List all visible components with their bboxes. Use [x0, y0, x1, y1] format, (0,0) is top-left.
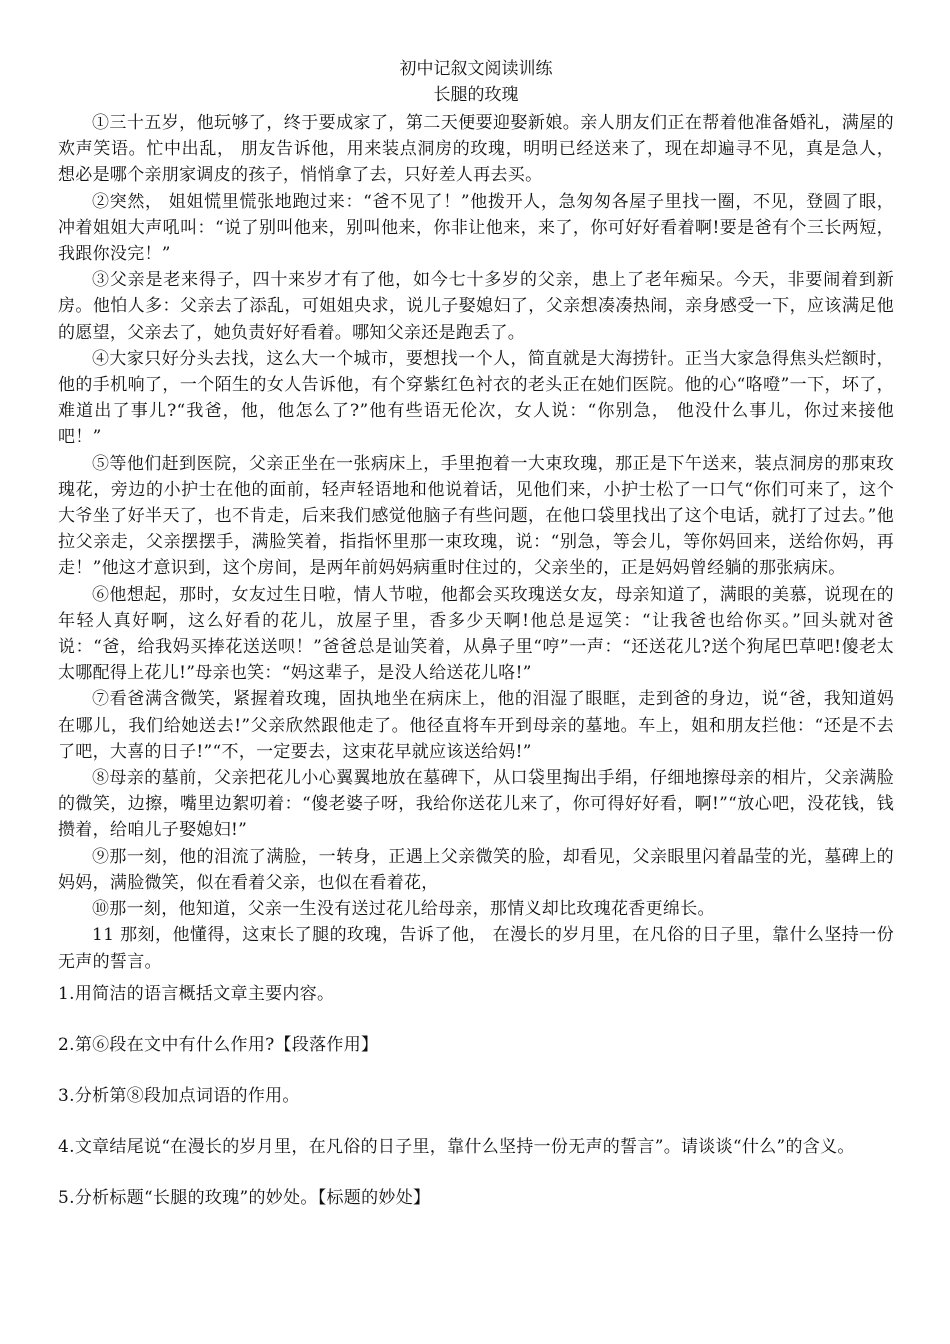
question-1: 1.用简洁的语言概括文章主要内容。 [58, 983, 335, 1004]
paragraph-6: ⑥他想起，那时，女友过生日啦，情人节啦，他都会买玫瑰送女友，母亲知道了，满眼的美慕，说现在的年轻人真好啊，这么好看的花儿，放屋子里，香多少天啊!他总是逗笑：“让我爸也给你买。”回头就对爸说：“爸，给我妈买捧花送送呗！”爸爸总是讪笑着，从鼻子里“哼”一声：“还送花儿?送个狗尾巴草吧!傻老太太哪配得上花儿!”母亲也笑：“妈这辈子，是没人给送花儿咯!” [58, 584, 894, 684]
question-list [58, 981, 894, 1211]
article-title: 长腿的玫瑰 [433, 85, 519, 105]
paragraph-5: ⑤等他们赶到医院，父亲正坐在一张病床上，手里抱着一大束玫瑰，那正是下午送来，装点洞房的那束玫瑰花，旁边的小护士在他的面前，轻声轻语地和他说着话，见他们来，小护士松了一口气“你们可来了，这个大爷坐了好半天了，也不肯走，后来我们感觉他脑子有些问题，在他口袋里找出了这个电话，就打了过去。”他拉父亲走，父亲摆摆手，满脸笑着，指指怀里那一束玫瑰，说：“别急，等会儿，等你妈回来，送给你妈，再走！”他这才意识到，这个房间，是两年前妈妈病重时住过的，父亲坐的，正是妈妈曾经躺的那张病床。 [58, 453, 894, 579]
question-5: 5.分析标题“长腿的玫瑰”的妙处。【标题的妙处】 [58, 1187, 431, 1208]
paragraph-4: ④大家只好分头去找，这么大一个城市，要想找一个人，简直就是大海捞针。正当大家急得焦头烂额时，他的手机响了，一个陌生的女人告诉他，有个穿紫红色衬衣的老头正在她们医院。他的心“咯噔”一下，坏了，难道出了事儿?“我爸，他，他怎么了?”他有些语无伦次，女人说：“你别急， 他没什么事儿，你过来接他吧！” [58, 348, 894, 448]
paragraph-1: ①三十五岁，他玩够了，终于要成家了，第二天便要迎娶新娘。亲人朋友们正在帮着他准备婚礼，满屋的欢声笑语。忙中出乱， 朋友告诉他，用来装点洞房的玫瑰，明明已经送来了，现在却遍寻不见，真是急人，想必是哪个亲朋家调皮的孩子，悄悄拿了去，只好差人再去买。 [58, 113, 894, 186]
question-2: 2.第⑥段在文中有什么作用?【段落作用】 [58, 1034, 379, 1055]
paragraph-10: ⑩那一刻，他知道，父亲一生没有送过花儿给母亲，那情义却比玫瑰花香更绵长。 [92, 899, 715, 920]
question-3: 3.分析第⑧段加点词语的作用。 [58, 1085, 300, 1106]
paragraph-8: ⑧母亲的墓前，父亲把花儿小心翼翼地放在墓碑下，从口袋里掏出手绢，仔细地擦母亲的相片，父亲满脸的微笑，边擦，嘴里边絮叨着：“傻老婆子呀，我给你送花儿来了，你可得好好看，啊!”“放心吧，没花钱，钱攒着，给咱儿子娶媳妇!” [58, 768, 894, 841]
paragraph-7: ⑦看爸满含微笑，紧握着玫瑰，固执地坐在病床上，他的泪湿了眼眶，走到爸的身边，说“爸，我知道妈在哪儿，我们给她送去!”父亲欣然跟他走了。他径直将车开到母亲的墓地。车上，姐和朋友拦他：“还是不去了吧，大喜的日子!”“不，一定要去，这束花早就应该送给妈!” [58, 689, 894, 762]
paragraph-9: ⑨那一刻，他的泪流了满脸，一转身，正遇上父亲微笑的脸，却看见，父亲眼里闪着晶莹的光，墓碑上的妈妈，满脸微笑，似在看着父亲，也似在看着花， [58, 846, 894, 893]
document-heading: 初中记叙文阅读训练 [399, 59, 553, 79]
paragraph-3: ③父亲是老来得子，四十来岁才有了他，如今七十多岁的父亲，患上了老年痴呆。今天，非要闹着到新房。他怕人多：父亲去了添乱，可姐姐央求，说儿子娶媳妇了，父亲想凑凑热闹，亲身感受一下，应该满足他的愿望，父亲去了，她负责好好看着。哪知父亲还是跑丢了。 [58, 270, 894, 343]
article-body [58, 110, 894, 975]
question-4: 4.文章结尾说“在漫长的岁月里，在凡俗的日子里，靠什么坚持一份无声的誓言”。请谈谈“什么”的含义。 [58, 1136, 855, 1157]
paragraph-2: ②突然， 姐姐慌里慌张地跑过来：“爸不见了！”他拨开人，急匆匆各屋子里找一圈，不见，登圆了眼，冲着姐姐大声吼叫：“说了别叫他来，别叫他来，你非让他来，来了，你可好好看着啊!要是爸有个三长两短，我跟你没完！” [58, 191, 894, 265]
paragraph-11: 11 那刻，他懂得，这束长了腿的玫瑰，告诉了他， 在漫长的岁月里，在凡俗的日子里，靠什么坚持一份无声的誓言。 [58, 925, 894, 972]
document-page [58, 56, 894, 1211]
